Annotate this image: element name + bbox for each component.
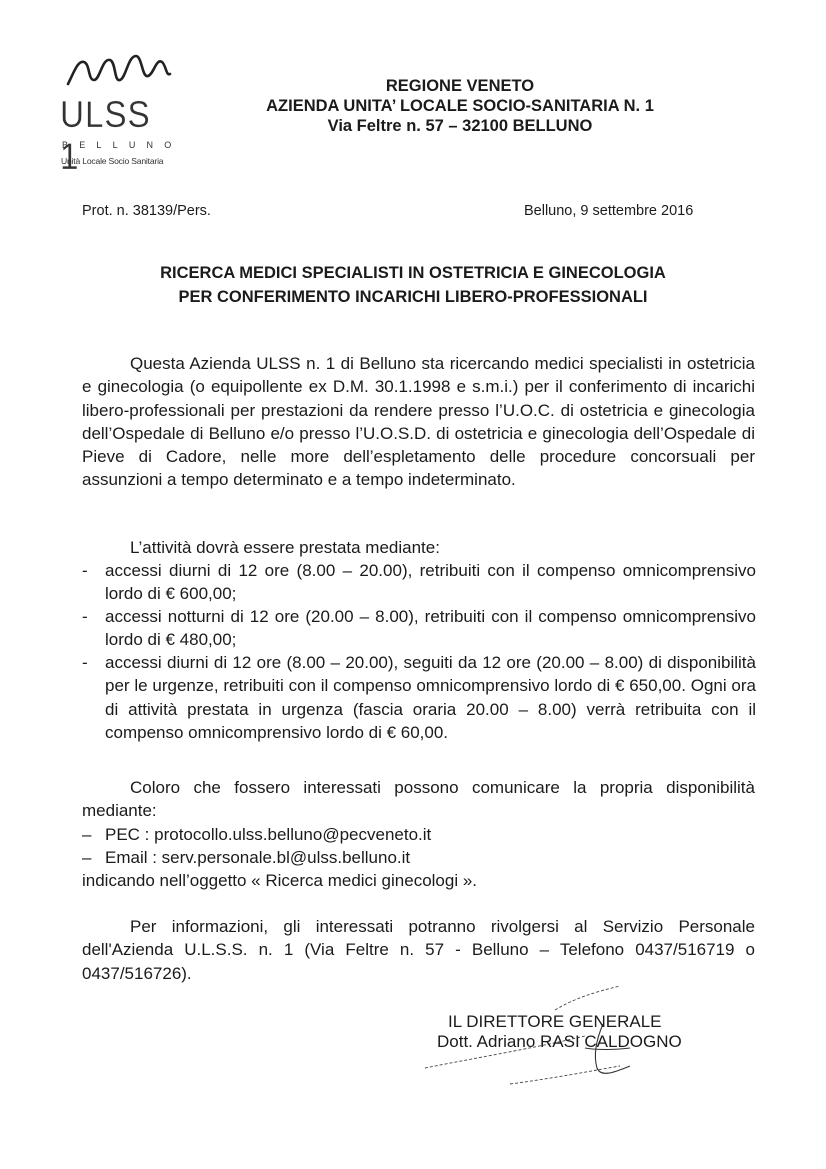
bullet-dash: –: [82, 825, 92, 844]
logo-name: ULSS 1: [60, 94, 151, 177]
document-date: Belluno, 9 settembre 2016: [524, 203, 694, 219]
header-region: REGIONE VENETO: [385, 77, 535, 95]
email-contact: Email : serv.personale.bl@ulss.belluno.it: [105, 848, 411, 867]
mountain-wave-icon: [66, 50, 176, 95]
protocol-number: Prot. n. 38139/Pers.: [82, 203, 211, 219]
document-title: [80, 261, 746, 309]
title-line-1: RICERCA MEDICI SPECIALISTI IN OSTETRICIA E GINECOLOGIA: [160, 264, 666, 282]
bullet-dash: -: [82, 561, 88, 580]
logo-city: BELLUNO: [62, 140, 183, 150]
signature-name: Dott. Adriano RASI CALDOGNO: [437, 1032, 682, 1051]
activity-item: accessi diurni di 12 ore (8.00 – 20.00), retribuiti con il compenso omnicomprensivo lordo di € 600,00;: [105, 561, 756, 604]
bullet-dash: -: [82, 653, 88, 672]
bullet-dash: –: [82, 848, 92, 867]
logo-subtitle: Unità Locale Socio Sanitaria: [61, 156, 164, 166]
bullet-dash: -: [82, 607, 88, 626]
signature-role: IL DIRETTORE GENERALE: [448, 1012, 662, 1031]
ulss-logo: [58, 50, 188, 180]
subject-line: indicando nell’oggetto « Ricerca medici ginecologi ».: [82, 871, 478, 890]
title-line-2: PER CONFERIMENTO INCARICHI LIBERO-PROFESSIONALI: [178, 288, 648, 306]
intro-paragraph: Questa Azienda ULSS n. 1 di Belluno sta ricercando medici specialisti in ostetricia e ginecologia (o equipollente ex D.M. 30.1.1998 e s.m.i.) per il conferimento di incarichi libero-professionali per prestazioni da rendere presso l’U.O.C. di ostetricia e ginecologia dell’Ospedale di Belluno e/o presso l’U.O.S.D. di ostetricia e ginecologia dell’Ospedale di Pieve di Cadore, nelle more dell’espletamento delle procedure concorsuali per assunzioni a tempo determinato e a tempo indeterminato.: [82, 354, 755, 490]
info-paragraph: Per informazioni, gli interessati potranno rivolgersi al Servizio Personale dell'Azienda U.L.S.S. n. 1 (Via Feltre n. 57 - Belluno – Telefono 0437/516719 o 0437/516726).: [82, 917, 755, 983]
activity-item: accessi notturni di 12 ore (20.00 – 8.00), retribuiti con il compenso omnicomprensivo lordo di € 480,00;: [105, 607, 756, 650]
pec-contact: PEC : protocollo.ulss.belluno@pecveneto.it: [105, 825, 432, 844]
activity-item: accessi diurni di 12 ore (8.00 – 20.00), seguiti da 12 ore (20.00 – 8.00) di disponibilità per le urgenze, retribuiti con il compenso omnicomprensivo lordo di € 650,00. Ogni ora di attività prestata in urgenza (fascia oraria 20.00 – 8.00) verrà retribuita con il compenso omnicomprensivo lordo di € 60,00.: [105, 653, 756, 742]
header-address: Via Feltre n. 57 – 32100 BELLUNO: [327, 117, 593, 135]
activity-intro: L’attività dovrà essere prestata mediante:: [130, 538, 440, 557]
letterhead: [200, 76, 720, 136]
availability-paragraph: Coloro che fossero interessati possono comunicare la propria disponibilità mediante:: [82, 778, 755, 821]
header-agency: AZIENDA UNITA’ LOCALE SOCIO-SANITARIA N. 1: [266, 97, 654, 115]
